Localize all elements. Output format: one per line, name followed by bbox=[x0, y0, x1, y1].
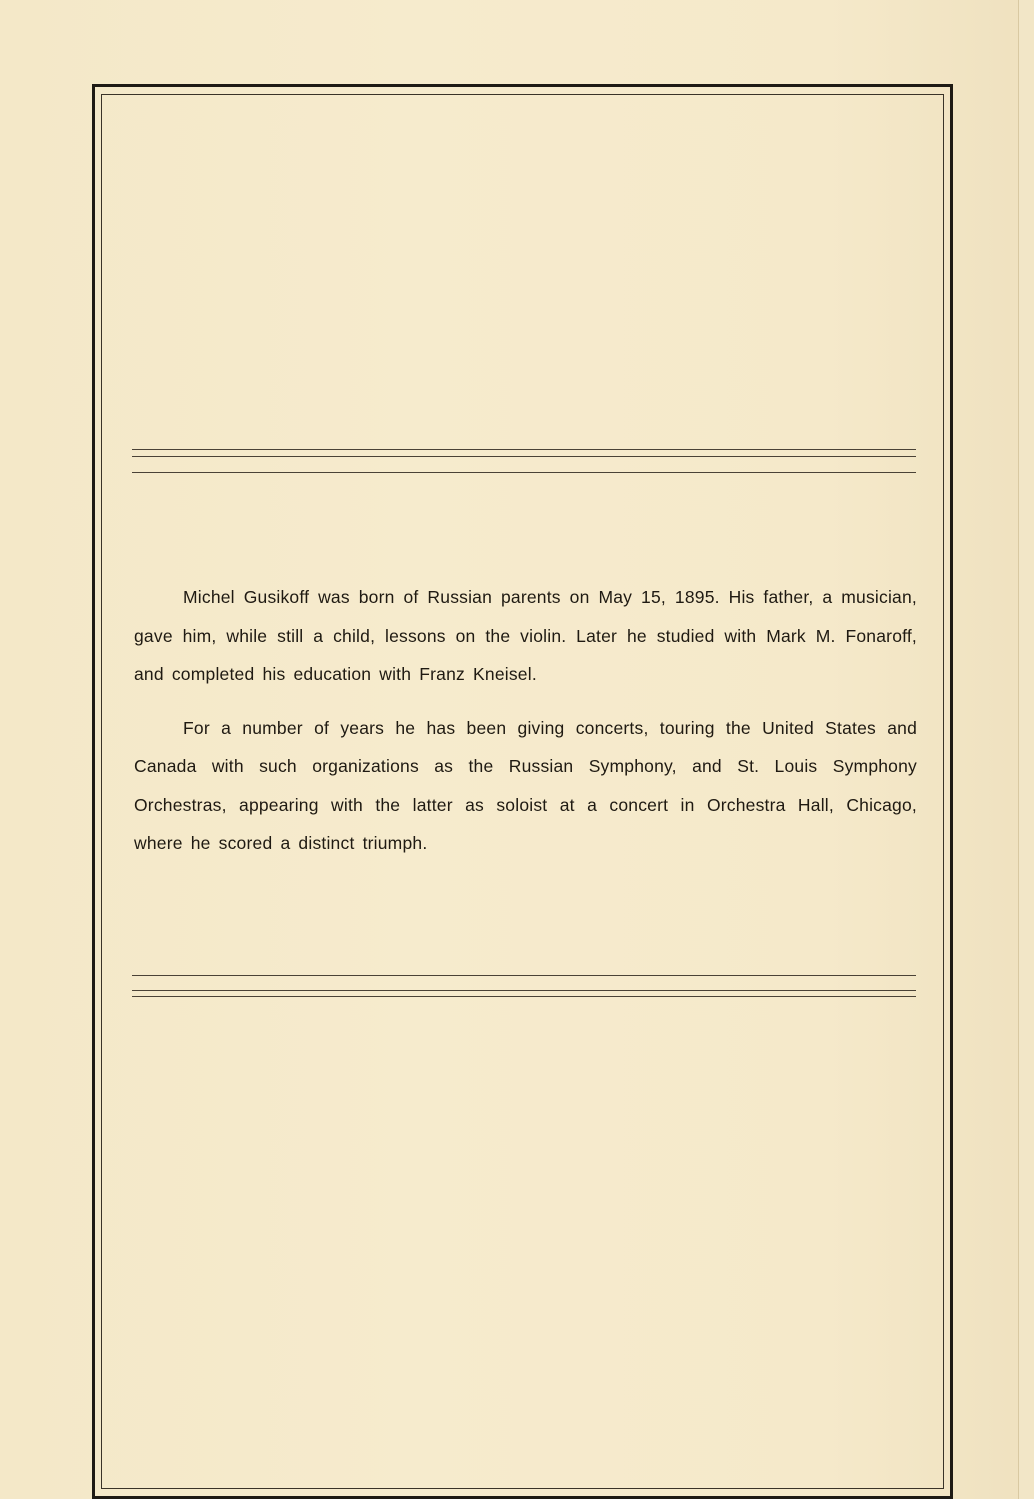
paragraph-career: For a number of years he has been giving concerts, touring the United States and Canada with such organizations as the Russian Symphony, and St. Louis Symphony Orchestras, appearing with the latter as soloist at a concert in Orchestra Hall, Chicago, where he scored a distinct triumph. bbox=[134, 717, 917, 853]
paragraph-birth: Michel Gusikoff was born of Russian parents on May 15, 1895. His father, a musician, gave him, while still a child, lessons on the violin. Later he studied with Mark M. Fonaroff, and completed his education with Franz Kneisel. bbox=[134, 587, 917, 684]
biography-text bbox=[134, 578, 917, 878]
next-sheet-edge bbox=[1018, 0, 1034, 1499]
